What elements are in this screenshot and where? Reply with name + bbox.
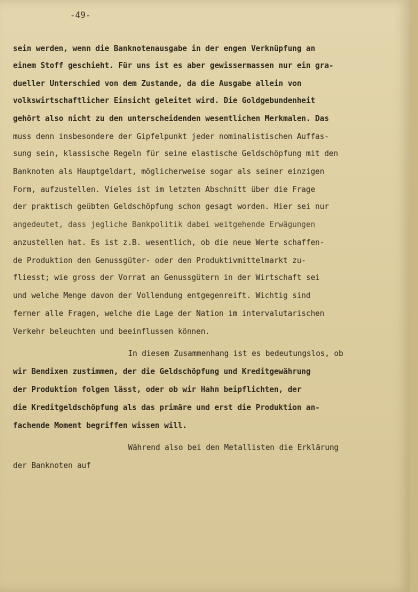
text-line-20: der Produktion folgen lässt, oder ob wir Hahn beipflichten, der <box>13 385 302 394</box>
text-line-1: sein werden, wenn die Banknotenausgabe in der engen Verknüpfung an <box>13 44 316 53</box>
text-line-23: Während also bei den Metallisten die Erklärung <box>128 443 339 452</box>
text-line-16: ferner alle Fragen, welche die Lage der Nation im intervalutarischen <box>13 309 325 318</box>
text-line-12: anzustellen hat. Es ist z.B. wesentlich, ob die neue Werte schaffen- <box>13 238 325 247</box>
text-line-5: gehört also nicht zu den unterscheidenden wesentlichen Merkmalen. Das <box>13 114 329 123</box>
page-edge <box>410 0 418 592</box>
text-line-2: einem Stoff geschieht. Für uns ist es aber gewissermassen nur ein gra- <box>13 61 334 70</box>
text-line-10: der praktisch geübten Geldschöpfung schon gesagt worden. Hier sei nur <box>13 202 329 211</box>
text-line-15: und welche Menge davon der Vollendung entgegenreift. Wichtig sind <box>13 291 311 300</box>
text-line-11: angedeutet, dass jegliche Bankpolitik dabei weitgehende Erwägungen <box>13 220 316 229</box>
text-line-18: In diesem Zusammenhang ist es bedeutungslos, ob <box>128 349 344 358</box>
text-line-4: volkswirtschaftlicher Einsicht geleitet wird. Die Goldgebundenheit <box>13 96 316 105</box>
text-line-24: der Banknoten auf <box>13 461 91 470</box>
page-number: -49- <box>70 11 91 21</box>
text-line-3: dueller Unterschied von dem Zustande, da die Ausgabe allein von <box>13 79 302 88</box>
text-line-21: die Kreditgeldschöpfung als das primäre und erst die Produktion an- <box>13 403 320 412</box>
text-line-19: wir Bendixen zustimmen, der die Geldschöpfung und Kreditgewährung <box>13 367 311 376</box>
text-line-9: Form, aufzustellen. Vieles ist im letzten Abschnitt über die Frage <box>13 185 316 194</box>
text-line-7: sung sein, klassische Regeln für seine elastische Geldschöpfung mit den <box>13 149 339 158</box>
text-line-14: fliesst; wie gross der Vorrat an Genussgütern in der Wirtschaft sei <box>13 273 320 282</box>
text-line-17: Verkehr beleuchten und beeinflussen können. <box>13 327 210 336</box>
text-line-22: fachende Moment begriffen wissen will. <box>13 421 187 430</box>
text-line-8: Banknoten als Hauptgeldart, möglicherweise sogar als seiner einzigen <box>13 167 325 176</box>
text-line-6: muss denn insbesondere der Gipfelpunkt jeder nominalistischen Auffas- <box>13 132 329 141</box>
text-line-13: de Produktion den Genussgüter- oder den Produktivmittelmarkt zu- <box>13 256 307 265</box>
